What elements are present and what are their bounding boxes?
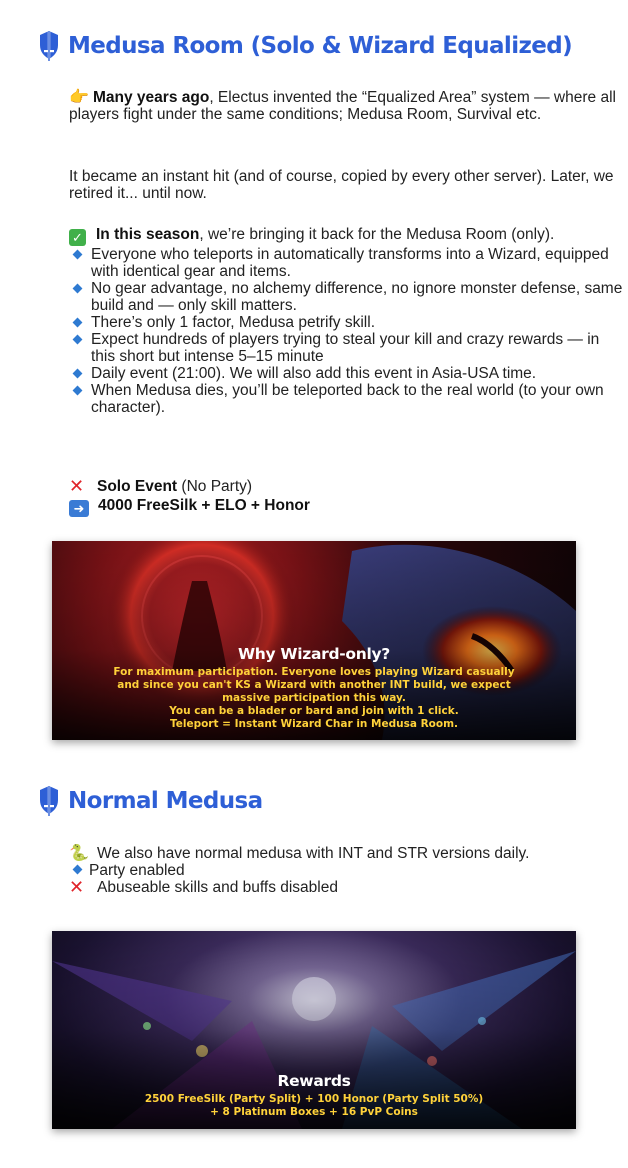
bullet-diamond-icon bbox=[73, 369, 83, 379]
shield-sword-icon bbox=[38, 30, 60, 62]
bullet-diamond-icon bbox=[73, 284, 83, 294]
normal-line-3: Abuseable skills and buffs disabled bbox=[97, 879, 338, 896]
page-title: Medusa Room (Solo & Wizard Equalized) bbox=[68, 33, 573, 59]
right-arrow-icon: ➜ bbox=[69, 500, 89, 517]
intro-text: , Electus invented the “Equalized Area” system — where all players fight under the same conditions; Medusa Room, Survival etc. bbox=[69, 89, 616, 123]
banner-title: Why Wizard-only? bbox=[238, 645, 390, 663]
normal-line-2: Party enabled bbox=[89, 862, 185, 879]
section-header-medusa-room bbox=[38, 30, 572, 62]
season-text: , we’re bringing it back for the Medusa Room (only). bbox=[199, 226, 555, 243]
banner-caption: For maximum participation. Everyone loves playing Wizard casually and since you can't KS a Wizard with another INT build, we expect massive participation this way. You can be a blader or bard and join with 1 click. Teleport = Instant Wizard Char in Medusa Room. bbox=[113, 666, 515, 730]
snake-icon: 🐍 bbox=[69, 845, 89, 862]
rewards-caption: 2500 FreeSilk (Party Split) + 100 Honor (Party Split 50%) + 8 Platinum Boxes + 16 PvP Coins bbox=[144, 1093, 484, 1118]
bullet-diamond-icon bbox=[73, 865, 83, 875]
cross-mark-icon: ✕ bbox=[69, 476, 85, 496]
bullet-diamond-icon bbox=[73, 335, 83, 345]
season-list bbox=[69, 226, 624, 416]
rewards-title: Rewards bbox=[277, 1072, 351, 1090]
solo-label: Solo Event bbox=[97, 478, 178, 495]
bullet-diamond-icon bbox=[73, 250, 83, 260]
solo-note: (No Party) bbox=[177, 478, 253, 495]
cross-mark-icon: ✕ bbox=[69, 877, 85, 897]
intro-paragraph bbox=[69, 89, 624, 123]
section-header-normal-medusa bbox=[38, 785, 263, 817]
normal-medusa-info bbox=[69, 845, 624, 896]
list-item: When Medusa dies, you’ll be teleported back to the real world (to your own character). bbox=[69, 382, 624, 416]
bullet-diamond-icon bbox=[73, 386, 83, 396]
list-item: Expect hundreds of players trying to steal your kill and crazy rewards — in this short but intense 5–15 minute bbox=[69, 331, 624, 365]
normal-line-1: We also have normal medusa with INT and STR versions daily. bbox=[97, 845, 530, 862]
list-item: No gear advantage, no alchemy difference, no ignore monster defense, same build and — only skill matters. bbox=[69, 280, 624, 314]
pointing-hand-icon: 👉 bbox=[69, 89, 89, 106]
list-item: Everyone who teleports in automatically transforms into a Wizard, equipped with identical gear and items. bbox=[69, 246, 624, 280]
shield-sword-icon bbox=[38, 785, 60, 817]
history-text: It became an instant hit (and of course, copied by every other server). Later, we retired it... until now. bbox=[69, 168, 614, 202]
reward-line: 4000 FreeSilk + ELO + Honor bbox=[98, 497, 310, 514]
section-title: Normal Medusa bbox=[68, 788, 263, 814]
bullet-diamond-icon bbox=[73, 318, 83, 328]
rewards-banner bbox=[52, 931, 576, 1129]
intro-lead: Many years ago bbox=[93, 89, 210, 106]
history-paragraph bbox=[69, 168, 624, 202]
why-wizard-banner bbox=[52, 541, 576, 740]
season-lead: In this season bbox=[96, 226, 200, 243]
list-item: There’s only 1 factor, Medusa petrify skill. bbox=[69, 314, 624, 331]
solo-event-info bbox=[69, 478, 624, 517]
check-mark-icon: ✓ bbox=[69, 229, 86, 246]
list-item: Daily event (21:00). We will also add this event in Asia-USA time. bbox=[69, 365, 624, 382]
